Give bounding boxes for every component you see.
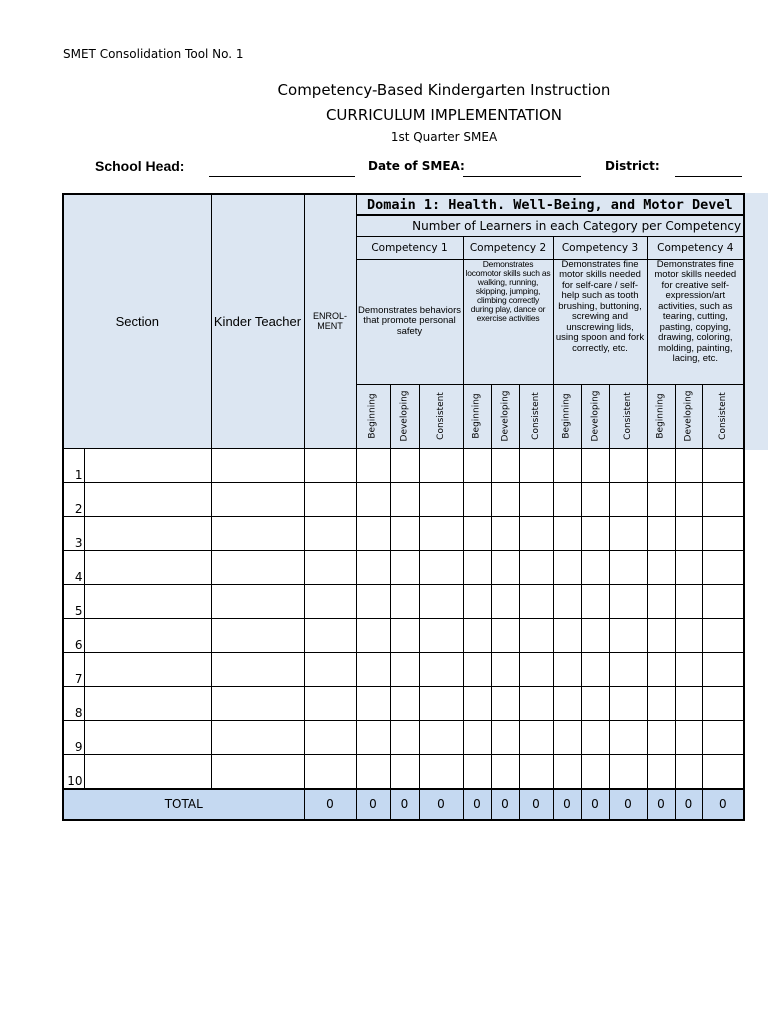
count-cell[interactable] <box>702 584 744 618</box>
count-cell[interactable] <box>647 482 675 516</box>
count-cell[interactable] <box>609 550 647 584</box>
count-cell[interactable] <box>491 584 519 618</box>
description-line: during play, dance or <box>470 303 546 314</box>
count-cell[interactable] <box>356 448 390 482</box>
competency-1-label: Competency 1 <box>356 236 463 259</box>
total-value: 0 <box>491 789 519 820</box>
count-cell[interactable] <box>581 550 609 584</box>
consolidation-table <box>62 193 745 821</box>
category-label: Consistent <box>531 392 542 440</box>
category-beginning-header <box>553 384 581 448</box>
count-cell[interactable] <box>390 448 419 482</box>
category-label: Beginning <box>472 393 483 439</box>
count-cell[interactable] <box>553 516 581 550</box>
competency-3-description <box>553 259 647 384</box>
total-value: 0 <box>609 789 647 820</box>
table-row <box>63 686 744 720</box>
count-cell[interactable] <box>702 482 744 516</box>
count-cell[interactable] <box>702 754 744 789</box>
count-cell[interactable] <box>702 652 744 686</box>
description-line: Demonstrates fine <box>561 259 639 270</box>
count-cell[interactable] <box>463 482 491 516</box>
count-cell[interactable] <box>553 618 581 652</box>
category-consistent-header <box>519 384 553 448</box>
count-cell[interactable] <box>702 618 744 652</box>
count-cell[interactable] <box>675 550 702 584</box>
count-cell[interactable] <box>390 720 419 754</box>
enrolment-cell[interactable] <box>304 754 356 789</box>
count-cell[interactable] <box>419 584 463 618</box>
description-line: tearing, cutting, <box>662 311 728 322</box>
category-consistent-header <box>609 384 647 448</box>
school-head-field[interactable] <box>209 176 355 177</box>
category-label: Beginning <box>656 393 667 439</box>
table-row <box>63 618 744 652</box>
count-cell[interactable] <box>419 448 463 482</box>
row-number: 10 <box>63 754 84 789</box>
row-number: 3 <box>63 516 84 550</box>
count-cell[interactable] <box>609 618 647 652</box>
table-row <box>63 754 744 789</box>
enrolment-cell[interactable] <box>304 482 356 516</box>
count-cell[interactable] <box>675 482 702 516</box>
total-row <box>63 789 744 820</box>
total-value: 0 <box>581 789 609 820</box>
competency-3-label: Competency 3 <box>553 236 647 259</box>
count-cell[interactable] <box>581 482 609 516</box>
teacher-cell[interactable] <box>211 584 304 618</box>
description-line: that promote personal <box>363 315 456 327</box>
title-line-2: CURRICULUM IMPLEMENTATION <box>325 106 563 124</box>
description-line: Demonstrates <box>482 259 534 269</box>
count-cell[interactable] <box>390 516 419 550</box>
total-label: TOTAL <box>63 789 304 820</box>
table-row <box>63 550 744 584</box>
count-cell[interactable] <box>647 754 675 789</box>
count-cell[interactable] <box>356 618 390 652</box>
count-cell[interactable] <box>491 550 519 584</box>
count-cell[interactable] <box>647 516 675 550</box>
enrolment-header-line1: ENROL- <box>312 311 347 322</box>
enrolment-cell[interactable] <box>304 720 356 754</box>
domain-title: Domain 1: Health. Well-Being, and Motor Devel <box>356 194 744 215</box>
count-cell[interactable] <box>581 652 609 686</box>
description-line: exercise activities <box>476 312 540 323</box>
count-cell[interactable] <box>702 550 744 584</box>
section-header: Section <box>63 194 211 448</box>
count-cell[interactable] <box>419 652 463 686</box>
count-cell[interactable] <box>463 516 491 550</box>
district-field[interactable] <box>675 176 742 177</box>
count-cell[interactable] <box>553 448 581 482</box>
teacher-cell[interactable] <box>211 754 304 789</box>
count-cell[interactable] <box>675 652 702 686</box>
description-line: using spoon and fork <box>555 332 645 343</box>
count-cell[interactable] <box>419 550 463 584</box>
kinder-teacher-header: Kinder Teacher <box>211 194 304 448</box>
count-cell[interactable] <box>609 652 647 686</box>
description-line: Demonstrates fine <box>656 259 734 270</box>
teacher-cell[interactable] <box>211 550 304 584</box>
enrolment-header <box>304 194 356 448</box>
category-label: Developing <box>500 390 510 442</box>
table-row <box>63 482 744 516</box>
total-value: 0 <box>553 789 581 820</box>
count-cell[interactable] <box>647 686 675 720</box>
school-head-label: School Head: <box>95 158 185 174</box>
row-number: 4 <box>63 550 84 584</box>
competency-1-description <box>356 259 463 384</box>
count-cell[interactable] <box>419 618 463 652</box>
count-cell[interactable] <box>463 584 491 618</box>
enrolment-cell[interactable] <box>304 516 356 550</box>
row-number: 5 <box>63 584 84 618</box>
category-label: Beginning <box>562 393 573 439</box>
teacher-cell[interactable] <box>211 448 304 482</box>
description-line: for creative self- <box>661 279 730 291</box>
count-cell[interactable] <box>647 720 675 754</box>
row-number: 6 <box>63 618 84 652</box>
category-label: Developing <box>399 390 410 442</box>
category-beginning-header <box>647 384 675 448</box>
count-cell[interactable] <box>609 482 647 516</box>
count-cell[interactable] <box>356 550 390 584</box>
count-cell[interactable] <box>390 618 419 652</box>
description-line: correctly, etc. <box>572 342 628 354</box>
description-line: activities, such as <box>658 300 733 312</box>
category-consistent-header <box>419 384 463 448</box>
total-enrolment: 0 <box>304 789 356 820</box>
section-cell[interactable] <box>84 720 211 754</box>
category-developing-header <box>491 384 519 448</box>
count-cell[interactable] <box>519 550 553 584</box>
count-cell[interactable] <box>647 550 675 584</box>
count-cell[interactable] <box>356 584 390 618</box>
description-line: Demonstrates behaviors <box>358 304 461 316</box>
total-value: 0 <box>390 789 419 820</box>
count-cell[interactable] <box>390 652 419 686</box>
count-cell[interactable] <box>675 720 702 754</box>
count-cell[interactable] <box>356 686 390 720</box>
competency-4-label: Competency 4 <box>647 236 744 259</box>
count-cell[interactable] <box>519 448 553 482</box>
description-line: pasting, copying, <box>659 321 731 333</box>
count-cell[interactable] <box>609 754 647 789</box>
count-cell[interactable] <box>519 686 553 720</box>
description-line: climbing correctly <box>476 294 540 305</box>
count-cell[interactable] <box>581 618 609 652</box>
competency-4-description <box>647 259 744 384</box>
category-label: Developing <box>683 390 694 442</box>
enrolment-cell[interactable] <box>304 686 356 720</box>
description-line: for self-care / self- <box>561 279 639 291</box>
row-number: 7 <box>63 652 84 686</box>
count-cell[interactable] <box>553 720 581 754</box>
total-value: 0 <box>419 789 463 820</box>
count-cell[interactable] <box>553 482 581 516</box>
teacher-cell[interactable] <box>211 720 304 754</box>
count-cell[interactable] <box>356 754 390 789</box>
category-beginning-header <box>463 384 491 448</box>
count-cell[interactable] <box>463 550 491 584</box>
count-cell[interactable] <box>519 618 553 652</box>
category-label: Developing <box>590 390 600 442</box>
date-label: Date of SMEA: <box>368 159 465 173</box>
count-cell[interactable] <box>553 550 581 584</box>
total-value: 0 <box>519 789 553 820</box>
table-row <box>63 516 744 550</box>
enrolment-cell[interactable] <box>304 550 356 584</box>
description-line: brushing, buttoning, <box>558 300 642 312</box>
count-cell[interactable] <box>519 754 553 789</box>
count-cell[interactable] <box>609 686 647 720</box>
count-cell[interactable] <box>390 686 419 720</box>
count-cell[interactable] <box>519 652 553 686</box>
count-cell[interactable] <box>491 686 519 720</box>
count-cell[interactable] <box>463 686 491 720</box>
section-cell[interactable] <box>84 516 211 550</box>
count-cell[interactable] <box>463 618 491 652</box>
count-cell[interactable] <box>675 618 702 652</box>
count-cell[interactable] <box>581 584 609 618</box>
category-beginning-header <box>356 384 390 448</box>
description-line: skipping, jumping, <box>475 285 541 296</box>
count-cell[interactable] <box>553 754 581 789</box>
count-cell[interactable] <box>356 652 390 686</box>
total-value: 0 <box>356 789 390 820</box>
category-label: Consistent <box>717 392 728 440</box>
section-cell[interactable] <box>84 550 211 584</box>
count-cell[interactable] <box>356 516 390 550</box>
row-number: 8 <box>63 686 84 720</box>
description-line: expression/art <box>665 290 726 301</box>
section-cell[interactable] <box>84 652 211 686</box>
total-value: 0 <box>647 789 675 820</box>
count-cell[interactable] <box>519 584 553 618</box>
table-row <box>63 652 744 686</box>
description-line: locomotor skills such as <box>465 267 551 278</box>
count-cell[interactable] <box>609 720 647 754</box>
title-line-1: Competency-Based Kindergarten Instruction <box>277 81 611 99</box>
section-cell[interactable] <box>84 754 211 789</box>
count-cell[interactable] <box>581 754 609 789</box>
header-overflow-shade <box>742 193 768 450</box>
count-cell[interactable] <box>647 618 675 652</box>
enrolment-cell[interactable] <box>304 448 356 482</box>
enrolment-cell[interactable] <box>304 618 356 652</box>
count-cell[interactable] <box>702 686 744 720</box>
count-cell[interactable] <box>419 686 463 720</box>
description-line: molding, painting, <box>658 342 733 354</box>
category-developing-header <box>581 384 609 448</box>
count-cell[interactable] <box>553 686 581 720</box>
section-cell[interactable] <box>84 618 211 652</box>
count-cell[interactable] <box>491 754 519 789</box>
count-cell[interactable] <box>419 482 463 516</box>
count-cell[interactable] <box>463 720 491 754</box>
count-cell[interactable] <box>419 720 463 754</box>
count-cell[interactable] <box>491 720 519 754</box>
count-cell[interactable] <box>581 448 609 482</box>
table-row <box>63 720 744 754</box>
teacher-cell[interactable] <box>211 482 304 516</box>
enrolment-header-line2: MENT <box>317 321 343 332</box>
table-row <box>63 584 744 618</box>
teacher-cell[interactable] <box>211 652 304 686</box>
count-cell[interactable] <box>390 550 419 584</box>
description-line: drawing, coloring, <box>658 332 733 343</box>
category-label: Consistent <box>623 392 634 440</box>
description-line: help such as tooth <box>561 290 639 301</box>
count-cell[interactable] <box>491 516 519 550</box>
count-cell[interactable] <box>390 482 419 516</box>
section-cell[interactable] <box>84 584 211 618</box>
count-cell[interactable] <box>581 720 609 754</box>
count-cell[interactable] <box>463 652 491 686</box>
total-value: 0 <box>675 789 702 820</box>
count-cell[interactable] <box>581 686 609 720</box>
count-cell[interactable] <box>463 754 491 789</box>
section-cell[interactable] <box>84 482 211 516</box>
count-cell[interactable] <box>553 584 581 618</box>
count-cell[interactable] <box>647 652 675 686</box>
category-consistent-header <box>702 384 744 448</box>
total-value: 0 <box>463 789 491 820</box>
total-value: 0 <box>702 789 744 820</box>
count-cell[interactable] <box>675 516 702 550</box>
district-label: District: <box>605 159 660 173</box>
learners-subheader: Number of Learners in each Category per Competency <box>356 215 744 236</box>
category-label: Consistent <box>436 392 447 440</box>
count-cell[interactable] <box>702 720 744 754</box>
count-cell[interactable] <box>356 720 390 754</box>
description-line: motor skills needed <box>559 269 641 280</box>
count-cell[interactable] <box>675 584 702 618</box>
teacher-cell[interactable] <box>211 516 304 550</box>
count-cell[interactable] <box>463 448 491 482</box>
count-cell[interactable] <box>491 482 519 516</box>
date-field[interactable] <box>463 176 581 177</box>
competency-2-label: Competency 2 <box>463 236 553 259</box>
section-cell[interactable] <box>84 448 211 482</box>
count-cell[interactable] <box>519 482 553 516</box>
count-cell[interactable] <box>647 584 675 618</box>
count-cell[interactable] <box>647 448 675 482</box>
document-id: SMET Consolidation Tool No. 1 <box>63 47 244 61</box>
category-developing-header <box>675 384 702 448</box>
count-cell[interactable] <box>675 686 702 720</box>
description-line: screwing and <box>572 311 628 322</box>
count-cell[interactable] <box>675 448 702 482</box>
row-number: 2 <box>63 482 84 516</box>
count-cell[interactable] <box>675 754 702 789</box>
competency-2-description <box>463 259 553 384</box>
row-number: 1 <box>63 448 84 482</box>
category-developing-header <box>390 384 419 448</box>
section-cell[interactable] <box>84 686 211 720</box>
count-cell[interactable] <box>491 652 519 686</box>
count-cell[interactable] <box>356 482 390 516</box>
enrolment-cell[interactable] <box>304 652 356 686</box>
description-line: unscrewing lids, <box>566 321 634 333</box>
title-line-3: 1st Quarter SMEA <box>390 130 498 144</box>
count-cell[interactable] <box>553 652 581 686</box>
description-line: walking, running, <box>477 276 539 287</box>
count-cell[interactable] <box>419 754 463 789</box>
description-line: motor skills needed <box>654 269 737 280</box>
count-cell[interactable] <box>519 720 553 754</box>
description-line: safety <box>396 325 423 337</box>
count-cell[interactable] <box>609 448 647 482</box>
count-cell[interactable] <box>491 618 519 652</box>
count-cell[interactable] <box>419 516 463 550</box>
teacher-cell[interactable] <box>211 618 304 652</box>
count-cell[interactable] <box>609 584 647 618</box>
count-cell[interactable] <box>581 516 609 550</box>
count-cell[interactable] <box>519 516 553 550</box>
category-label: Beginning <box>368 393 379 439</box>
count-cell[interactable] <box>702 448 744 482</box>
enrolment-cell[interactable] <box>304 584 356 618</box>
count-cell[interactable] <box>609 516 647 550</box>
count-cell[interactable] <box>491 448 519 482</box>
row-number: 9 <box>63 720 84 754</box>
description-line: lacing, etc. <box>672 353 719 364</box>
teacher-cell[interactable] <box>211 686 304 720</box>
table-row <box>63 448 744 482</box>
count-cell[interactable] <box>702 516 744 550</box>
count-cell[interactable] <box>390 584 419 618</box>
count-cell[interactable] <box>390 754 419 789</box>
